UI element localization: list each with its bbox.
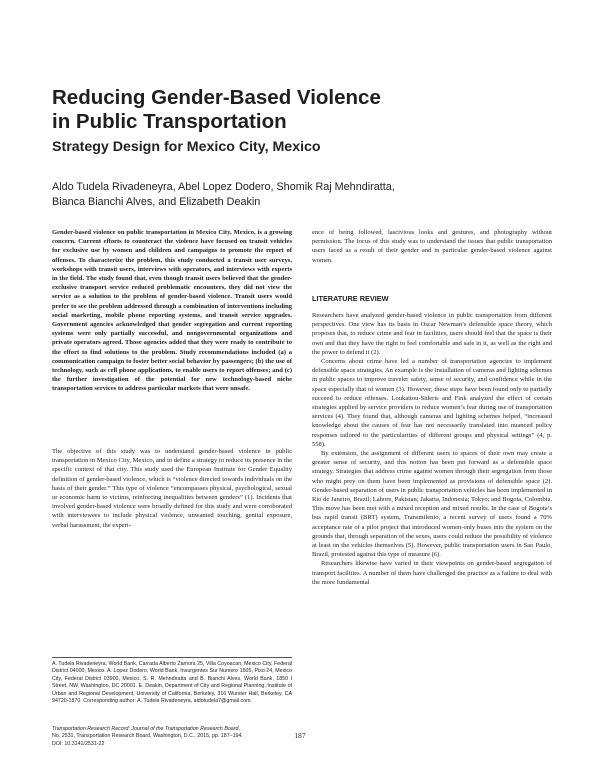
footnote-divider [52, 657, 292, 658]
literature-review-body [312, 311, 552, 587]
affiliations-text: A. Tudela Rivadeneyra, World Bank, Carrada Alberto Zamora 25, Villa Coyoacan, Mexico City, Federal District 04000, Mexico. A. Lopez Dodero, World Bank, Insurgentes Sur Numero 1605, Piso 24, Mexico City, Federal District 03900, Mexico. S. R. Mehndiratta and B. Bianchi Alves, World Bank, 1850 I Street, NW, Washington, DC 20001. E. Deakin, Department of City and Regional Planning, Institute of Urban and Regional Development, University of California, Berkeley, 316 Wurster Hall, Berkeley, CA 94720-1870. Corresponding author: A. Tudela Rivadeneyra, aldotudela7@gmail.com. [52, 661, 292, 705]
section-heading-literature-review: LITERATURE REVIEW [312, 294, 389, 303]
paper-subtitle: Strategy Design for Mexico City, Mexico [52, 139, 321, 155]
authors-line-2: Bianca Bianchi Alves, and Elizabeth Deakin [52, 195, 261, 208]
literature-paragraph-3: By extension, the assignment of different users to spaces of their own may create a greater sense of security, and this notion has been put forward as a defensible space strategy. Strategies that address crime against women through their segregation from those who might prey on them have been implemented as provisions of defensible space (2). Gender-based separation of users in public transportation vehicles has been implemented in Rio de Janeiro, Brazil; Lahore, Pakistan; Jakarta, Indonesia; Tokyo; and Bogota, Colombia. This move has been met with a mixed reception and mixed results. In the case of Bogota’s bus rapid transit (BRT) system, Transmilenio, a recent survey of users found a 70% acceptance rate of a pilot project that introduced women-only buses into the system on the grounds that, through separation of the sexes, users could reduce the possibility of violence at least on the vehicles themselves (5). However, public transportation users in Sao Paulo, Brazil, protested against this type of measure (6). [312, 450, 552, 559]
literature-paragraph-1: Researchers have analyzed gender-based violence in public transportation from different perspectives. One view has its basis in Oscar Newman’s defensible space theory, which proposes that, to reduce crime and fear in facilities, users should feel that the space is their own and that they have the right to feel comfortable and safe in it, as well as the right and the power to defend it (2). [312, 312, 552, 356]
author-list [52, 180, 552, 209]
abstract [52, 228, 292, 394]
continuation-paragraph: ence of being followed, lascivious looks and gestures, and photography without permission. The focus of this study was to understand the issues that public transportation users faced as a result of their gender and in particular gender-based violence against women. [312, 229, 552, 264]
title-line-1: Reducing Gender-Based Violence [52, 86, 381, 109]
author-affiliations [52, 661, 292, 705]
paper-title [52, 86, 552, 134]
literature-paragraph-4: Researchers likewise have varied in their viewpoints on gender-based segregation of transport facilities. A number of them have challenged the practice as a failure to deal with the more fundamental [312, 560, 552, 586]
journal-doi: DOI: 10.3141/2531-22 [52, 740, 105, 747]
authors-line-1: Aldo Tudela Rivadeneyra, Abel Lopez Dodero, Shomik Raj Mehndiratta, [52, 181, 395, 193]
intro-paragraph-1: The objective of this study was to understand gender-based violence in public transportation in Mexico City, Mexico, and to define a strategy to reduce its presence in the specific context of that city. This study used the European Institute for Gender Equality definition of gender-based violence, which is “violence directed towards individuals on the basis of their gender.” This type of violence “encompasses physical, psychological, sexual or economic harm to victims, reinforcing inequalities between genders” (1). Incidents that involved gender-based violence were broadly defined for this study and were corroborated with interviewees to include physical violence, unwanted touching, genital exposure, verbal harassment, the experi- [52, 448, 292, 529]
literature-paragraph-2: Concerns about crime have led a number of transportation agencies to implement defensible space strategies. An example is the installation of cameras and lighting schemes in public spaces to improve traveler safety, sense of security, and confidence while in the space especially that of women (3). However, these steps have been found only to partially succeed to reduce offenses. Loukaitou-Sideris and Fink analyzed the effect of certain strategies applied by service providers to reduce women’s fear during use of transportation services (4). They found that, although cameras and lighting schemes helped, “increased knowledge about the causes of fear has not necessarily translated into nuanced policy responses tailored to the particularities of different groups and physical settings” (4, p. 558). [312, 358, 552, 448]
abstract-text: Gender-based violence on public transportation in Mexico City, Mexico, is a growing concern. Current efforts to counteract the violence have focused on transit vehicles for exclusive use by women and children and campaigns to promote the report of offenses. To characterize the problem, this study conducted a transit user surveys, workshops with transit users, interviews with operators, and interviews with experts in the field. The study found that, even though transit users believed that the gender-exclusive transport service reduced problematic encounters, they did not view the service as a solution to the problem of gender-based violence. Transit users would prefer to see the problem addressed through a combination of interventions including social marketing, mobile phone reporting systems, and transit service upgrades. Government agencies acknowledged that gender segregation and current reporting systems were only partially successful, and nongovernmental organizations and private operators agreed. Those agencies added that they were ready to contribute to the effort to find solutions to the problem. Study recommendations included (a) a communication campaign to foster better social behavior by passengers; (b) the use of technology, such as cell phone applications, to enable users to report offenses; and (c) the further investigation of the potential for new technology-based niche transportation services to address particular markets that were unsafe. [52, 229, 292, 393]
title-line-2: in Public Transportation [52, 110, 287, 133]
right-column-continuation [312, 228, 552, 265]
page-number: 187 [294, 731, 306, 740]
journal-details: No. 2531, Transportation Research Board, Washington, D.C., 2015, pp. 187–194. [52, 733, 243, 740]
journal-name: Transportation Research Record: Journal of the Transportation Research Board, [52, 726, 240, 732]
introduction [52, 447, 292, 530]
